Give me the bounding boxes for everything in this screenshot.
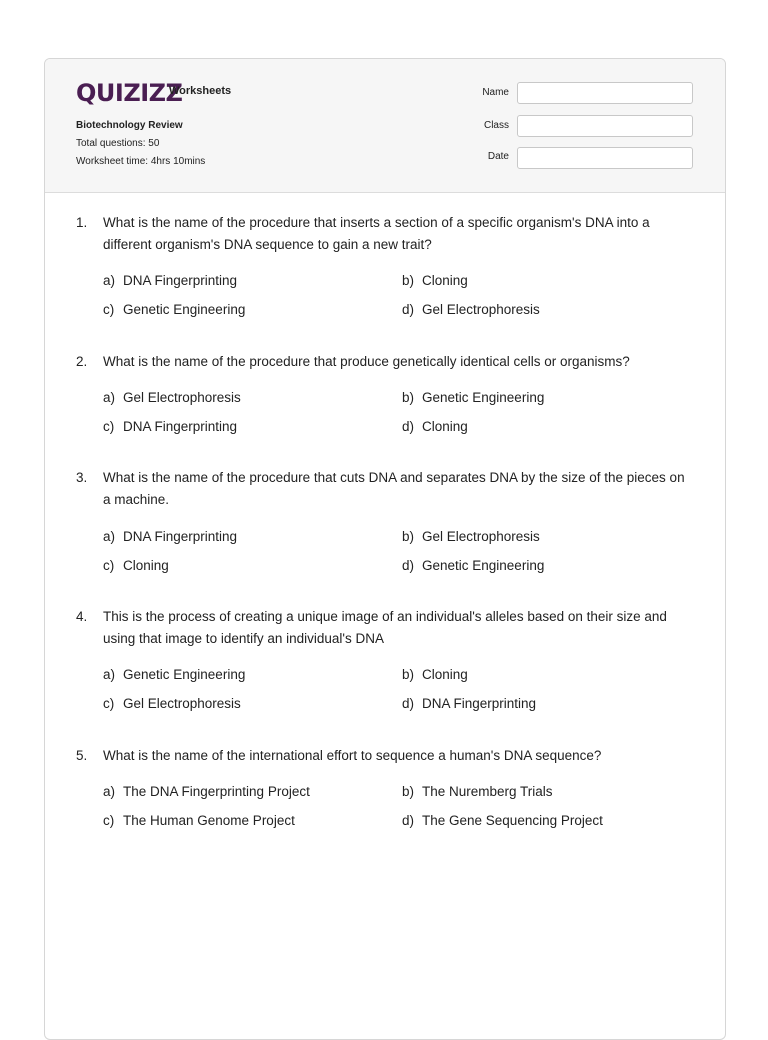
option-label: Genetic Engineering (123, 667, 246, 682)
name-field[interactable] (517, 82, 693, 104)
option-key: c) (103, 813, 115, 828)
option-key: a) (103, 667, 116, 682)
option-label: Gel Electrophoresis (422, 302, 540, 317)
option-b (402, 528, 540, 546)
option-key: b) (402, 667, 415, 682)
option-b (402, 666, 468, 684)
option-key: a) (103, 529, 116, 544)
option-label: Genetic Engineering (123, 302, 246, 317)
option-a (103, 389, 241, 407)
class-field[interactable] (517, 115, 693, 137)
option-a (103, 272, 237, 290)
option-label: DNA Fingerprinting (123, 419, 238, 434)
option-label: DNA Fingerprinting (123, 273, 238, 288)
question-number: 3. (76, 470, 88, 485)
question-number: 5. (76, 748, 88, 763)
option-d (402, 418, 468, 436)
question-text: This is the process of creating a unique image of an individual's alleles based on their size and using that image to identify an individual's DNA (103, 609, 667, 646)
option-key: b) (402, 784, 415, 799)
option-label: DNA Fingerprinting (123, 529, 238, 544)
option-d (402, 557, 544, 575)
option-label: DNA Fingerprinting (422, 696, 537, 711)
option-label: Genetic Engineering (422, 390, 545, 405)
option-key: a) (103, 784, 116, 799)
date-field[interactable] (517, 147, 693, 169)
name-label: Name (482, 87, 509, 98)
option-key: a) (103, 273, 116, 288)
option-a (103, 528, 237, 546)
option-key: b) (402, 273, 415, 288)
option-label: The DNA Fingerprinting Project (123, 784, 310, 799)
option-d (402, 695, 536, 713)
worksheet-header (45, 59, 725, 193)
question-text: What is the name of the international effort to sequence a human's DNA sequence? (103, 748, 602, 763)
option-a (103, 783, 310, 801)
option-c (103, 418, 237, 436)
option-key: d) (402, 302, 415, 317)
worksheet (44, 58, 726, 1040)
option-key: d) (402, 813, 415, 828)
option-label: Cloning (123, 558, 169, 573)
option-label: Gel Electrophoresis (123, 390, 241, 405)
question-text: What is the name of the procedure that cuts DNA and separates DNA by the size of the pieces on a machine. (103, 470, 685, 507)
option-label: The Human Genome Project (123, 813, 295, 828)
option-label: Cloning (422, 667, 468, 682)
class-label: Class (483, 120, 509, 131)
option-c (103, 695, 241, 713)
total-questions: Total questions: 50 (76, 138, 160, 149)
option-b (402, 272, 468, 290)
worksheet-time: Worksheet time: 4hrs 10mins (76, 156, 206, 167)
option-c (103, 301, 245, 319)
option-b (402, 783, 553, 801)
option-label: The Gene Sequencing Project (422, 813, 603, 828)
question-text: What is the name of the procedure that produce genetically identical cells or organisms? (103, 354, 630, 369)
option-key: d) (402, 696, 415, 711)
worksheet-title: Biotechnology Review (76, 120, 183, 131)
option-label: Cloning (422, 419, 468, 434)
option-label: The Nuremberg Trials (422, 784, 553, 799)
option-key: c) (103, 558, 115, 573)
option-key: d) (402, 419, 415, 434)
question-text: What is the name of the procedure that inserts a section of a specific organism's DNA into a different organism's DNA sequence to gain a new trait? (103, 215, 650, 252)
option-d (402, 301, 540, 319)
date-label: Date (487, 151, 509, 162)
option-c (103, 557, 169, 575)
question-number: 1. (76, 215, 88, 230)
option-label: Gel Electrophoresis (123, 696, 241, 711)
option-key: d) (402, 558, 415, 573)
option-key: c) (103, 696, 115, 711)
question-number: 4. (76, 609, 88, 624)
worksheets-label: Worksheets (169, 85, 232, 97)
option-c (103, 812, 295, 830)
option-key: b) (402, 390, 415, 405)
option-key: a) (103, 390, 116, 405)
quizizz-logo: QUIZIZZ (76, 79, 183, 107)
option-label: Cloning (422, 273, 468, 288)
question-number: 2. (76, 354, 88, 369)
option-d (402, 812, 603, 830)
option-label: Gel Electrophoresis (422, 529, 540, 544)
option-a (103, 666, 245, 684)
option-key: b) (402, 529, 415, 544)
option-key: c) (103, 302, 115, 317)
option-b (402, 389, 544, 407)
option-key: c) (103, 419, 115, 434)
option-label: Genetic Engineering (422, 558, 545, 573)
